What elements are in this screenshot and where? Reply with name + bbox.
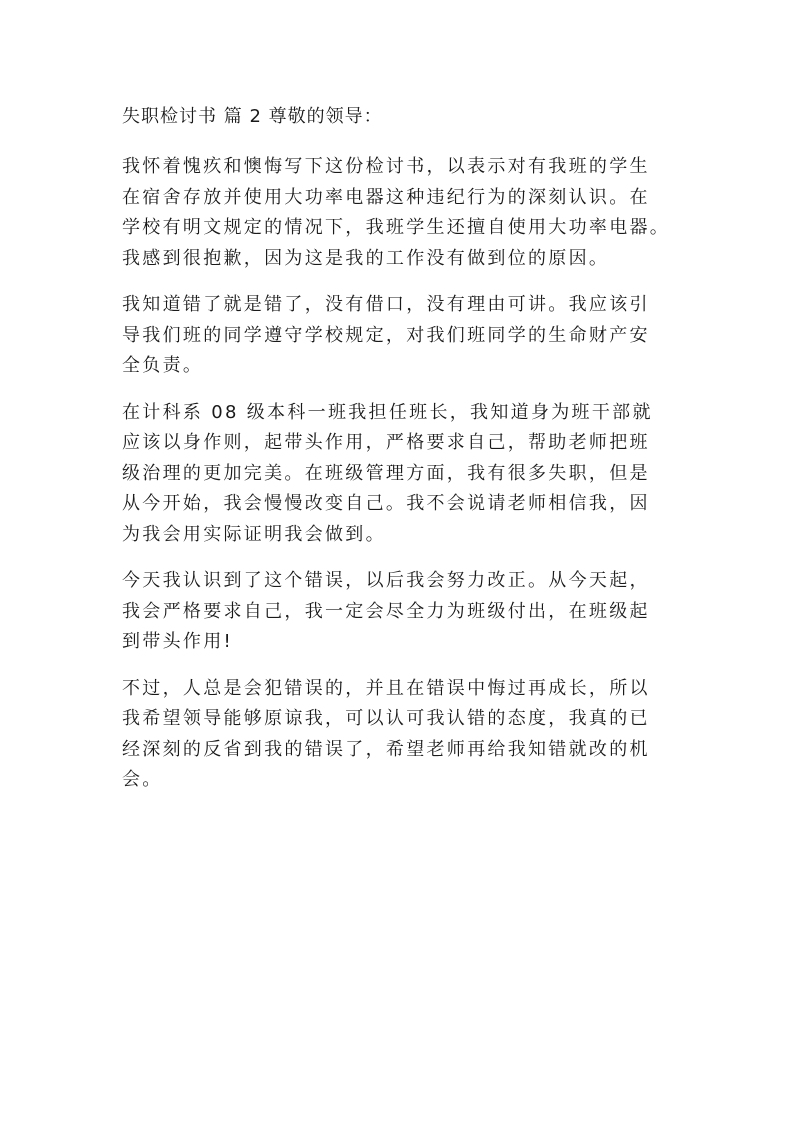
- text-line: 今天我认识到了这个错误，以后我会努力改正。从今天起，: [122, 570, 650, 591]
- text-line: 在计科系 08 级本科一班我担任班长，我知道身为班干部就: [122, 401, 653, 423]
- text-line: 全负责。: [122, 355, 204, 376]
- paragraph: [122, 398, 682, 551]
- text-line: 我知道错了就是错了，没有借口，没有理由可讲。我应该引: [122, 294, 650, 315]
- text-line: 在宿舍存放并使用大功率电器这种违纪行为的深刻认识。在: [122, 186, 650, 208]
- text-line: 导我们班的同学遵守学校规定，对我们班同学的生命财产安: [122, 324, 650, 346]
- paragraph: [122, 674, 682, 796]
- text-line: 不过，人总是会犯错误的，并且在错误中悔过再成长，所以: [122, 677, 650, 699]
- text-line: 应该以身作则，起带头作用，严格要求自己，帮助老师把班: [122, 432, 650, 453]
- text-line: 我希望领导能够原谅我，可以认可我认错的态度，我真的已: [122, 708, 650, 729]
- text-line: 为我会用实际证明我会做到。: [122, 523, 386, 545]
- text-line: 级治理的更加完美。在班级管理方面，我有很多失职，但是: [122, 462, 650, 484]
- paragraph: [122, 152, 682, 274]
- text-line: 学校有明文规定的情况下，我班学生还擅自使用大功率电器。: [122, 217, 671, 238]
- text-line: 从今开始，我会慢慢改变自己。我不会说请老师相信我，因: [122, 493, 650, 514]
- document-heading: 失职检讨书 篇 2 尊敬的领导：: [122, 106, 383, 127]
- text-line: 会。: [122, 769, 163, 790]
- paragraph: [122, 566, 682, 658]
- text-line: 我感到很抱歉，因为这是我的工作没有做到位的原因。: [122, 247, 610, 269]
- text-line: 我会严格要求自己，我一定会尽全力为班级付出，在班级起: [122, 600, 650, 622]
- text-line: 到带头作用!: [122, 631, 234, 652]
- paragraph: [122, 290, 682, 382]
- text-line: 经深刻的反省到我的错误了，希望老师再给我知错就改的机: [122, 738, 650, 760]
- text-line: 我怀着愧疚和懊悔写下这份检讨书，以表示对有我班的学生: [122, 156, 650, 177]
- document-body: [122, 102, 682, 812]
